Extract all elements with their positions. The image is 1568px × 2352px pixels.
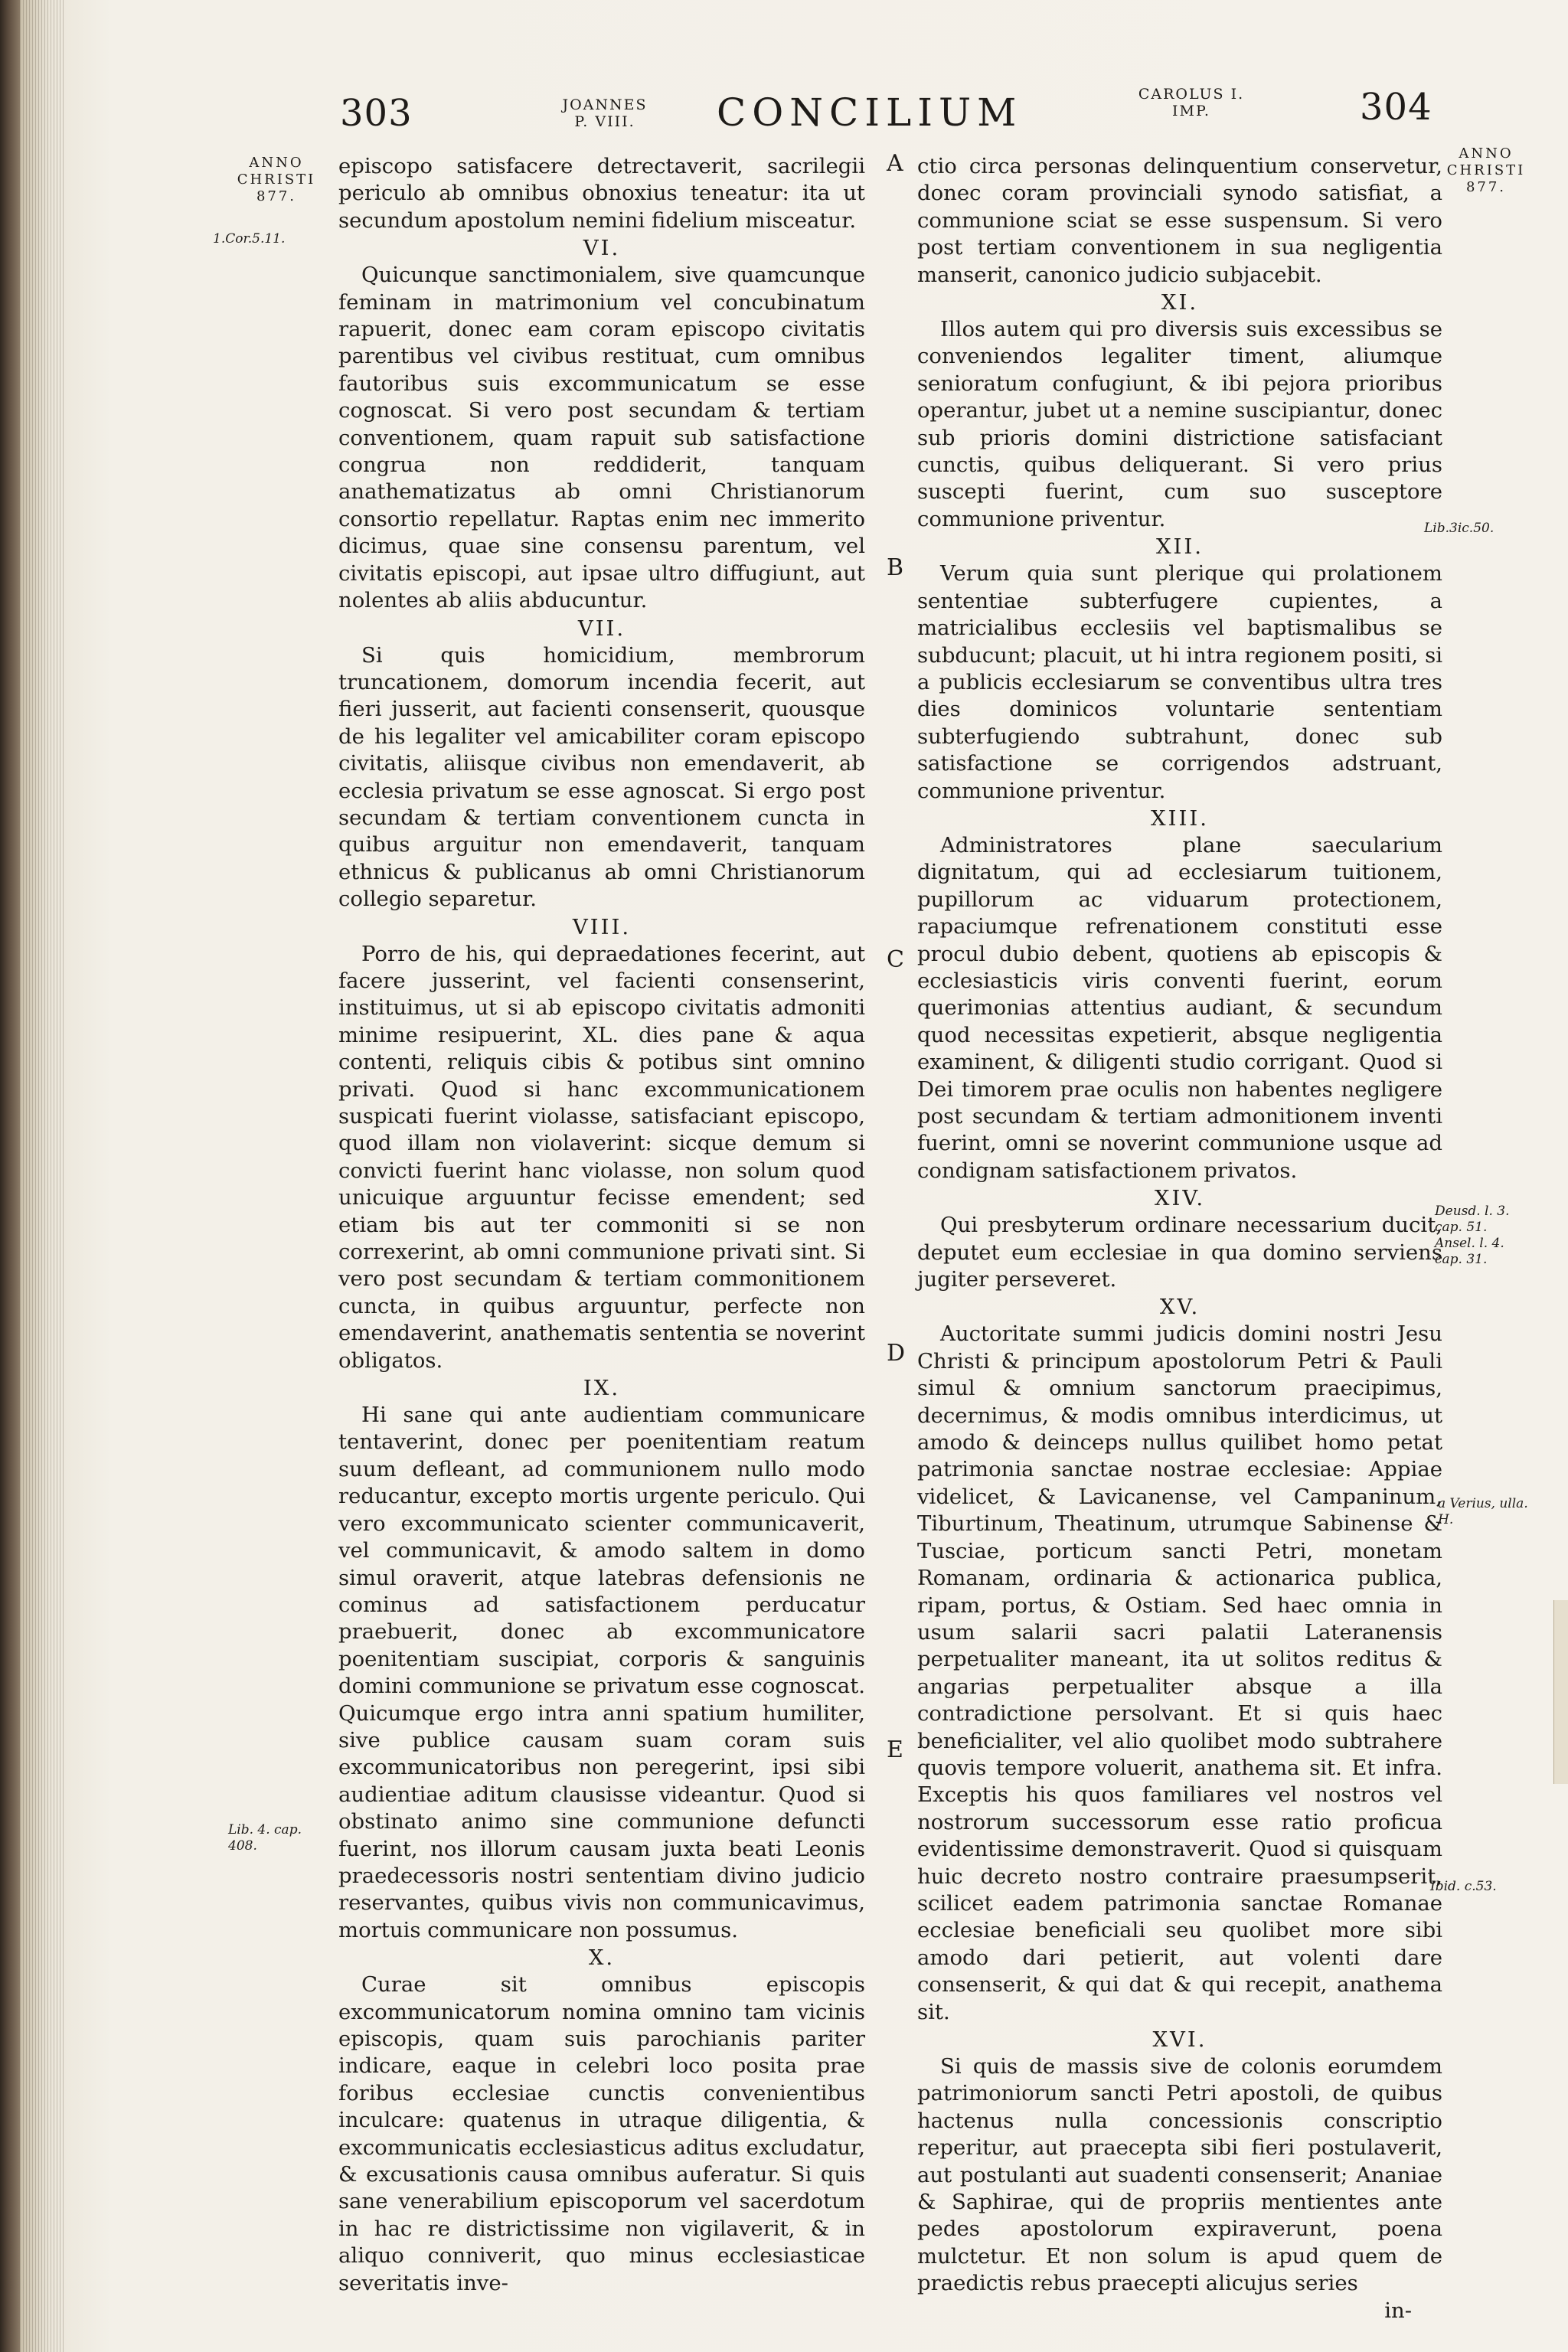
- right-anno-text: ANNO CHRISTI 877.: [1446, 145, 1526, 195]
- left-running-name-line2: P. VIII.: [574, 113, 635, 130]
- left-text-column: [338, 153, 865, 2297]
- right-text-column: [917, 153, 1442, 2324]
- right-running-name-line1: CAROLUS I.: [1138, 86, 1245, 103]
- page-title: CONCILIUM: [717, 90, 1023, 135]
- left-margin-ref-lib4: Lib. 4. cap. 408.: [228, 1822, 302, 1854]
- book-page: [20, 0, 1568, 2352]
- section-letter-e: E: [887, 1736, 903, 1763]
- section-letter-d: D: [887, 1340, 906, 1367]
- section-number: XVI.: [1152, 2027, 1207, 2052]
- section-letter-b: B: [887, 554, 904, 581]
- right-margin-ref-ibid: Ibid. c.53.: [1430, 1879, 1497, 1894]
- paragraph: Porro de his, qui depraedationes fecerint, aut facere jusserint, vel facienti consenserint, instituimus, ut si ab episcopo civitatis admoniti minime resipuerint, XL. dies pane & aqua contenti, reliquis cibis & potibus sint omnino privati. Quod si hanc excommunicationem suspicati fuerint violasse, satisfaciant episcopo, quod illam non violaverint: sicque demum si convicti fuerint hanc violasse, non solum quod unicuique arguuntur fecisse emendent; sed etiam bis aut ter commoniti si se non correxerint, ab omni communione privati sint. Si vero post secundam & tertiam commonitionem cuncta, in quibus arguuntur, perfecte non emendaverint, anathematis sententia se noverint obligatos.: [338, 941, 865, 1373]
- paragraph: Administratores plane saecularium dignitatum, qui ad ecclesiarum tuitionem, pupillorum ac viduarum protectionem, rapaciumque refrenationem constituti esse procul dubio debent, quotiens ab episcopis & ecclesiasticis viris conventi fuerint, eorum querimonias attentius audiant, & secundum quod necessitas expetierit, absque negligentia examinent, & diligenti studio corrigant. Quod si Dei timorem prae oculis non habentes negligere post secundam & tertiam admonitionem inventi fuerint, omni se noverint communione usque ad condignam satisfactionem privatos.: [917, 832, 1442, 1183]
- left-margin-ref-cor: 1.Cor.5.11.: [213, 231, 286, 247]
- section-number: XII.: [1155, 534, 1204, 560]
- page-edge-shading: [20, 0, 66, 2352]
- right-margin-ref-deusd: Deusd. l. 3. cap. 51. Ansel. l. 4. cap. 31.: [1435, 1204, 1510, 1267]
- section-number: IX.: [583, 1376, 621, 1401]
- right-page-number: 304: [1360, 86, 1432, 129]
- paragraph: Curae sit omnibus episcopis excommunicatorum nomina omnino tam vicinis episcopis, quam suis parochianis pariter indicare, eaque in celebri loco posita prae foribus ecclesiae cunctis convenientibus inculcare: quatenus in utraque diligentia, & excommunicatis ecclesiasticus aditus excludatur, & excusationis causa omnibus auferatur. Si quis sane venerabilium episcoporum vel sacerdotum in hac re districtissime non vigilaverit, & in aliquo conniverit, quo minus ecclesiasticae severitatis inve-: [338, 1972, 865, 2295]
- section-number: XV.: [1159, 1295, 1200, 1320]
- left-margin-anno: [219, 155, 334, 205]
- paragraph: Illos autem qui pro diversis suis excessibus se conveniendos legaliter timent, aliumque senioratum confugiunt, & ibi pejora prioribus operantur, jubet ut a nemine suscipiantur, donec sub prioris domini districtione satisfaciant cunctis, quibus deliquerant. Si vero prius suscepti fuerint, cum suo susceptore communione priventur.: [917, 317, 1442, 531]
- page-tab-strip: [1553, 1600, 1568, 1784]
- section-number: XIII.: [1151, 805, 1209, 831]
- paragraph: Verum quia sunt plerique qui prolationem sententiae subterfugere cupientes, a matricialibus ecclesiis vel baptismalibus se subducunt; placuit, ut hi intra regionem positi, si a publicis ecclesiarum se conventibus ultra tres dies dominicos voluntarie sententiam subterfugiendo subtrahunt, donec sub satisfactione se corrigendos adstruant, communione priventur.: [917, 561, 1442, 803]
- section-number: VI.: [583, 236, 621, 261]
- left-page-number: 303: [340, 92, 413, 135]
- right-margin-ref-lib3: Lib.3ic.50.: [1424, 521, 1494, 536]
- section-number: VIII.: [572, 914, 632, 939]
- book-spine: [0, 0, 20, 2352]
- paragraph: Auctoritate summi judicis domini nostri Jesu Christi & principum apostolorum Petri & Pauli simul & omnium sanctorum praecipimus, decernimus, & modis omnibus interdicimus, ut amodo & deinceps nullus quilibet homo petat patrimonia sanctae nostrae ecclesiae: Appiae videlicet, & Lavicanense, vel Campaninum, Tiburtinum, Theatinum, utrumque Sabinense & Tusciae, porticum sancti Petri, monetam Romanam, ordinaria & actionarica publica, ripam, portus, & Ostiam. Sed haec omnia in usum salarii sacri palatii Lateranensis perpetualiter maneant, ita ut solitos reditus & angarias perpetualiter absque a illa contradictione persolvant. Et si quis haec beneficialiter, vel alio quolibet modo subtrahere quovis tempore voluerit, anathema sit. Et infra. Exceptis his quos familiares vel nostros vel nostrorum successorum esse ratio proficua evidentissime demonstraverit. Quod si quisquam huic decreto nostro contraire praesumpserit, scilicet eadem patrimonia sanctae Romanae ecclesiae beneficiali seu quolibet more sibi amodo dari petierit, aut volenti dare consenserit, & qui dat & qui recepit, anathema sit.: [917, 1321, 1442, 2024]
- paragraph: Hi sane qui ante audientiam communicare tentaverint, donec per poenitentiam reatum suum defleant, ad communionem nullo modo reducantur, excepto mortis urgente periculo. Qui vero excommunicato scienter communicaverit, vel communicavit, & amodo saltem in domo simul oraverit, atque latebras defensionis ne cominus ad satisfactionem perducatur praebuerit, donec ab excommunicatore poenitentiam suscipiat, corporis & sanguinis domini communione se privatum esse cognoscat. Quicumque ergo intra anni spatium humiliter, sive publice causam suam coram suis excommunicatoribus non peregerint, ipsi sibi audientiae aditum clausisse videantur. Quod si obstinato animo sine communione defuncti fuerint, nos illorum causam juxta beati Leonis praedecessoris nostri sententiam divino judicio reservantes, quibus vivis non communicavimus, mortuis communicare non possumus.: [338, 1403, 865, 1942]
- paragraph: ctio circa personas delinquentium conservetur, donec coram provinciali synodo satisfiat, a communione sciat se esse suspensum. Si vero post tertiam conventionem in sua negligentia manserit, canonico judicio subjacebit.: [917, 154, 1442, 287]
- paragraph: Si quis de massis sive de colonis eorumdem patrimoniorum sancti Petri apostoli, de quibus hactenus nulla concessionis conscriptio reperitur, aut praecepta sibi fieri postulaverit, aut postulanti aut suadenti consenserit; Ananiae & Saphirae, qui de propriis mentientes ante pedes apostolorum expiraverunt, poena mulctetur. Et non solum is apud quem de praedictis rebus praecepti alicujus series: [917, 2054, 1442, 2296]
- section-number: XIV.: [1154, 1186, 1206, 1211]
- section-number: VII.: [577, 616, 626, 641]
- catchword: in-: [1384, 2298, 1412, 2323]
- section-number: X.: [588, 1945, 616, 1971]
- left-anno-text: ANNO CHRISTI 877.: [237, 155, 316, 204]
- right-margin-anno: [1429, 145, 1544, 196]
- paragraph: Si quis homicidium, membrorum truncationem, domorum incendia fecerit, aut fieri jusserit, aut facienti consenserit, quousque de his legaliter vel amicabiliter coram episcopo civitatis, aliisque civibus non emendaverit, ab ecclesia privatum se esse agnoscat. Si ergo post secundam & tertiam conventionem cuncta in quibus arguitur non emendaverit, tanquam ethnicus & publicanus ab omni Christianorum collegio separetur.: [338, 642, 865, 912]
- right-running-name-line2: IMP.: [1172, 103, 1210, 119]
- left-running-name-line1: JOANNES: [562, 96, 648, 113]
- paragraph: episcopo satisfacere detrectaverit, sacrilegii periculo ab omnibus obnoxius teneatur: ita ut secundum apostolum nemini fidelium misceatur.: [338, 154, 865, 233]
- right-margin-ref-verius: a Verius, ulla. H.: [1438, 1496, 1528, 1527]
- section-letter-c: C: [887, 946, 904, 973]
- section-number: XI.: [1161, 290, 1199, 315]
- left-running-name: [544, 96, 666, 130]
- paragraph: Qui presbyterum ordinare necessarium ducit, deputet eum ecclesiae in qua domino serviens jugiter perseveret.: [917, 1213, 1442, 1292]
- right-running-name: [1130, 86, 1253, 119]
- paragraph: Quicunque sanctimonialem, sive quamcunque feminam in matrimonium vel concubinatum rapuerit, donec eam coram episcopo civitatis parentibus vel civibus restituat, cum omnibus fautoribus suis excommunicatum se esse cognoscat. Si vero post secundam & tertiam conventionem, quam rapuit sub satisfactione congrua non reddiderit, tanquam anathematizatus ab omni Christianorum consortio repellatur. Raptas enim nec immerito dicimus, quae sine consensu parentum, vel civitatis episcopi, aut ipsae ultro diffugiunt, aut nolentes ab aliis abducuntur.: [338, 263, 865, 613]
- section-letter-a: A: [887, 150, 903, 177]
